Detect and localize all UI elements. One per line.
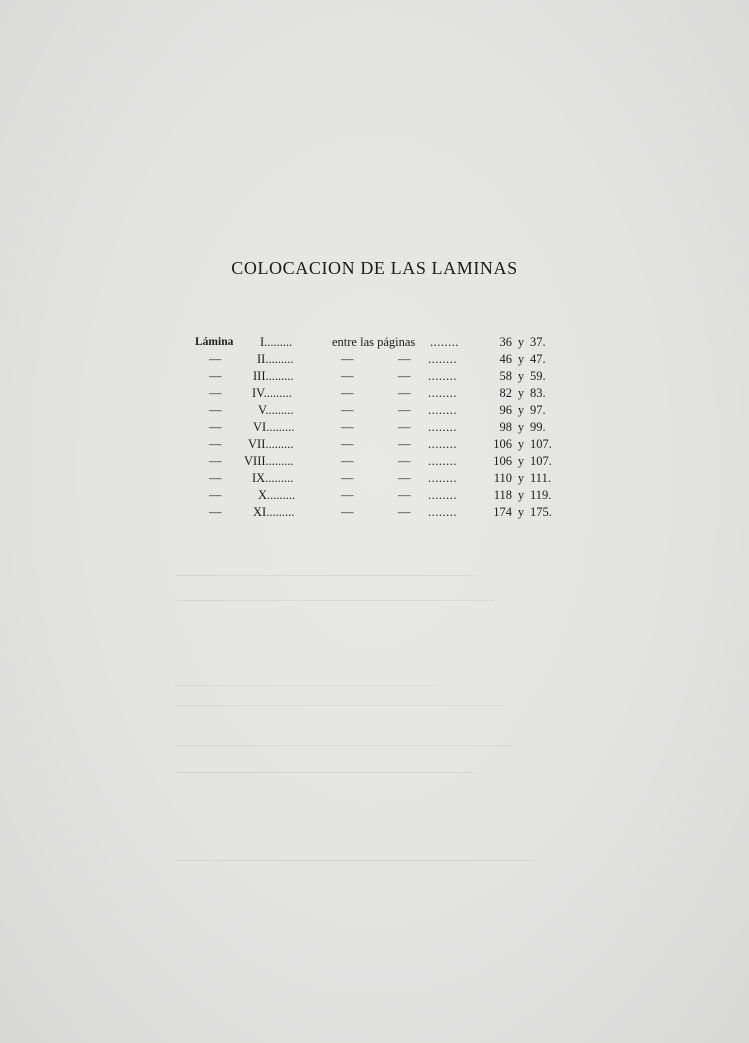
plate-row [0, 487, 749, 504]
leader-dots: ........ [428, 454, 457, 468]
leader-dots: ........ [430, 335, 459, 349]
y-conjunction: y [517, 352, 525, 366]
page-to: 175. [530, 505, 552, 519]
ditto-mark: — [341, 437, 354, 451]
page-from: 174 [493, 505, 512, 519]
plate-row [0, 419, 749, 436]
page-from: 36 [499, 335, 512, 349]
page-to: 99. [530, 420, 546, 434]
ditto-mark: — [398, 488, 411, 502]
ditto-mark: — [341, 352, 354, 366]
plate-numeral: V......... [258, 403, 294, 417]
plate-numeral: VI......... [253, 420, 295, 434]
plate-row [0, 504, 749, 521]
page-from: 82 [499, 386, 512, 400]
y-conjunction: y [517, 420, 525, 434]
leader-dots: ........ [428, 437, 457, 451]
plate-numeral: IX......... [252, 471, 294, 485]
y-conjunction: y [517, 437, 525, 451]
plate-row [0, 368, 749, 385]
y-conjunction: y [517, 454, 525, 468]
ditto-mark: — [341, 505, 354, 519]
page-to: 83. [530, 386, 546, 400]
plate-row [0, 351, 749, 368]
leader-dots: ........ [428, 369, 457, 383]
ditto-mark: — [398, 386, 411, 400]
page-from: 58 [499, 369, 512, 383]
y-conjunction: y [517, 505, 525, 519]
plate-row [0, 453, 749, 470]
page-from: 98 [499, 420, 512, 434]
ditto-mark: — [341, 420, 354, 434]
ditto-mark: — [398, 420, 411, 434]
plate-row [0, 470, 749, 487]
show-through-line [175, 705, 505, 706]
page-to: 119. [530, 488, 552, 502]
plate-numeral: VII......... [248, 437, 294, 451]
plate-row [0, 334, 749, 351]
show-through-line [175, 685, 435, 686]
page-from: 46 [499, 352, 512, 366]
ditto-mark: — [398, 454, 411, 468]
ditto-mark: — [209, 403, 222, 417]
leader-dots: ........ [428, 403, 457, 417]
ditto-mark: — [398, 437, 411, 451]
plate-row [0, 402, 749, 419]
ditto-mark: — [341, 454, 354, 468]
y-conjunction: y [517, 488, 525, 502]
ditto-mark: — [209, 488, 222, 502]
ditto-mark: — [398, 505, 411, 519]
plate-numeral: X......... [258, 488, 296, 502]
row-label: Lámina [195, 336, 234, 348]
ditto-mark: — [341, 471, 354, 485]
page-title: COLOCACION DE LAS LAMINAS [231, 258, 518, 278]
leader-dots: ........ [428, 505, 457, 519]
ditto-mark: — [209, 369, 222, 383]
page-to: 107. [530, 454, 552, 468]
ditto-mark: — [341, 369, 354, 383]
page-to: 111. [530, 471, 551, 485]
ditto-mark: — [209, 352, 222, 366]
plate-numeral: III......... [253, 369, 294, 383]
plate-numeral: XI......... [253, 505, 295, 519]
ditto-mark: — [398, 471, 411, 485]
ditto-mark: — [341, 488, 354, 502]
ditto-mark: — [209, 437, 222, 451]
page-from: 118 [493, 488, 512, 502]
plate-numeral: II......... [257, 352, 294, 366]
y-conjunction: y [517, 335, 525, 349]
y-conjunction: y [517, 403, 525, 417]
y-conjunction: y [517, 471, 525, 485]
page-from: 106 [493, 454, 512, 468]
leader-dots: ........ [428, 471, 457, 485]
plate-row [0, 385, 749, 402]
page-from: 106 [493, 437, 512, 451]
show-through-line [175, 860, 535, 861]
ditto-mark: — [398, 352, 411, 366]
plate-numeral: VIII......... [244, 454, 294, 468]
page-to: 97. [530, 403, 546, 417]
show-through-line [175, 600, 495, 601]
show-through-line [175, 745, 515, 746]
page-from: 96 [499, 403, 512, 417]
ditto-mark: — [398, 369, 411, 383]
ditto-mark: — [209, 420, 222, 434]
leader-dots: ........ [428, 352, 457, 366]
entre-text: entre las páginas [332, 335, 416, 349]
page-to: 37. [530, 335, 546, 349]
page-to: 107. [530, 437, 552, 451]
y-conjunction: y [517, 369, 525, 383]
ditto-mark: — [209, 505, 222, 519]
page-from: 110 [493, 471, 512, 485]
show-through-line [175, 772, 475, 773]
y-conjunction: y [517, 386, 525, 400]
leader-dots: ........ [428, 386, 457, 400]
plate-numeral: IV......... [252, 386, 292, 400]
leader-dots: ........ [428, 420, 457, 434]
ditto-mark: — [209, 386, 222, 400]
ditto-mark: — [341, 386, 354, 400]
plate-numeral: I......... [260, 335, 293, 349]
ditto-mark: — [209, 471, 222, 485]
show-through-line [175, 575, 475, 576]
ditto-mark: — [209, 454, 222, 468]
page-to: 47. [530, 352, 546, 366]
leader-dots: ........ [428, 488, 457, 502]
plate-row [0, 436, 749, 453]
page-to: 59. [530, 369, 546, 383]
ditto-mark: — [341, 403, 354, 417]
ditto-mark: — [398, 403, 411, 417]
